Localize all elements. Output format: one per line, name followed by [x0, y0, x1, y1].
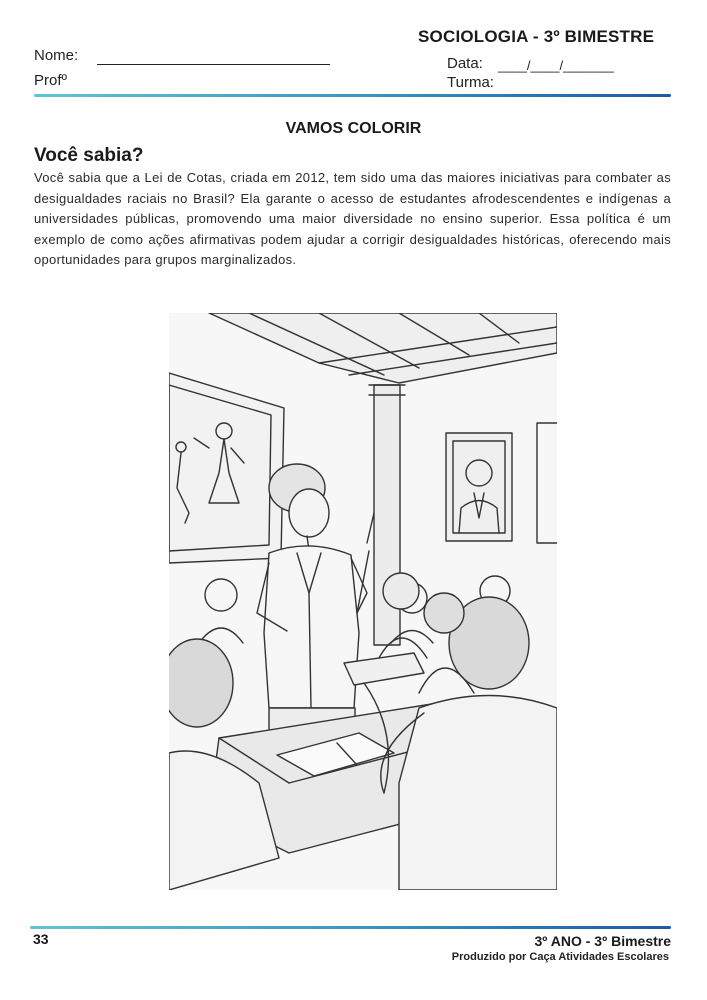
classroom-coloring-illustration: [169, 313, 557, 890]
class-label: Turma:: [447, 74, 494, 91]
name-field-line[interactable]: [97, 64, 330, 65]
page-number: 33: [33, 931, 49, 947]
subject-title: SOCIOLOGIA - 3º BIMESTRE: [418, 27, 655, 46]
grade-label: 3º ANO - 3º Bimestre: [534, 933, 671, 949]
section-heading: Você sabia?: [34, 145, 144, 166]
date-label: Data:: [447, 55, 483, 72]
teacher-label: Profº: [34, 72, 67, 89]
header-divider: [34, 94, 671, 97]
info-paragraph: Você sabia que a Lei de Cotas, criada em 2012, tem sido uma das maiores iniciativas para combater as desigualdades raciais no Brasil? Ela garante o acesso de estudantes afrodescendentes e indígenas a universidades públicas, promovendo uma maior diversidade no ensino superior. Essa política é um exemplo de como ações afirmativas podem ajudar a corrigir desigualdades históricas, oferecendo mais oportunidades para grupos marginalizados.: [34, 170, 671, 267]
credit-line: Produzido por Caça Atividades Escolares: [451, 951, 669, 963]
name-label: Nome:: [34, 47, 79, 64]
activity-title: VAMOS COLORIR: [285, 120, 422, 137]
date-field-blanks[interactable]: ____/____/_______: [498, 58, 614, 73]
footer-divider: [30, 926, 671, 929]
